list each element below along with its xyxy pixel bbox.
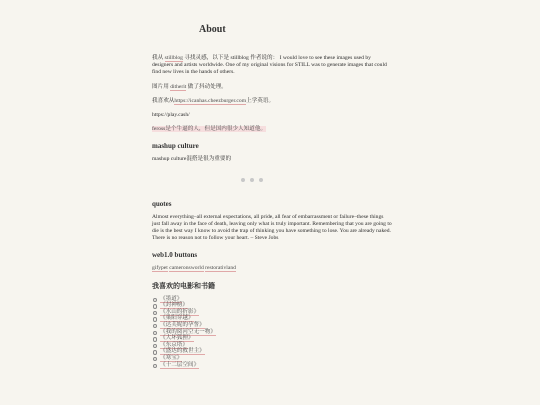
quotes-heading: quotes — [152, 199, 172, 208]
dither-paragraph: 图片用 ditherit 做了抖动处理。 — [152, 83, 227, 90]
list-item — [160, 302, 392, 309]
favorites-heading: 我喜欢的电影和书籍 — [152, 281, 215, 290]
favorite-link[interactable]: 《达芙妮的孕誓》 — [160, 322, 205, 329]
list-item — [160, 329, 392, 336]
divider-dot — [259, 178, 263, 182]
favorite-link[interactable]: 《我的阅河空无一物》 — [160, 328, 216, 335]
list-item — [160, 322, 392, 329]
favorite-link[interactable]: 《大坏狐狸》 — [160, 335, 194, 342]
favorite-link[interactable]: 《寒宝》 — [160, 354, 183, 361]
favorite-link[interactable]: 《十二层空间》 — [160, 361, 200, 368]
stillblog-link[interactable]: stillblog — [164, 55, 183, 61]
feross-paragraph — [152, 126, 392, 133]
section-divider — [152, 178, 352, 182]
favorite-link[interactable]: 《盛达的救世主》 — [160, 348, 205, 355]
intro-paragraph: 我从 stillblog 寻找灵感，以下是 stillblog 作者说的： I would love to see these images used by designers and artists worldwide. One of my original visions for STILL was to generate images that could find new lives in the hands of others. — [152, 55, 387, 76]
playcash-paragraph — [152, 112, 392, 119]
divider-dot — [250, 178, 254, 182]
list-item — [160, 296, 392, 303]
quote-text: Almost everything–all external expectations, all pride, all fear of embarrassment or failure–these things just fall away in the face of death, leaving only what is truly important. Remembering that you are going to die is the best way I know to avoid the trap of thinking you have something to lose. You are already naked. There is no reason not to follow your heart. – Steve Jobs — [152, 213, 392, 242]
mashup-text: mashup culture混搭是很为重要的 — [152, 156, 232, 163]
cameronsworld-link[interactable]: cameronsworld — [169, 265, 204, 272]
favorites-list — [152, 296, 392, 369]
favorite-link[interactable]: 《水山的折影》 — [160, 308, 200, 315]
favorite-link[interactable]: 《墨道》 — [160, 295, 183, 302]
list-item — [160, 362, 392, 369]
gifypet-link[interactable]: gifypet — [152, 265, 168, 272]
web10-links — [152, 265, 392, 272]
favorite-link[interactable]: 《封神榜》 — [160, 302, 188, 309]
list-item — [160, 335, 392, 342]
about-content — [152, 55, 392, 368]
list-item — [160, 309, 392, 316]
favorite-link[interactable]: 《东京塔》 — [160, 341, 188, 348]
favorite-link[interactable]: 《巢阳穿越》 — [160, 315, 194, 322]
list-item — [160, 355, 392, 362]
cheezburger-paragraph: 我喜欢从https://icanhas.cheezburger.com上学英语。 — [152, 97, 275, 104]
restorativland-link[interactable]: restorativland — [205, 265, 236, 272]
playcash-link[interactable]: https://play.cash/ — [152, 112, 190, 119]
feross-link[interactable]: feross是个牛逼的人，但是国内很少人知道他。 — [152, 126, 267, 133]
page-title: About — [199, 24, 226, 35]
list-item — [160, 348, 392, 355]
web10-heading: web1.0 buttons — [152, 251, 198, 260]
ditherit-link[interactable]: ditherit — [170, 83, 187, 90]
divider-dot — [241, 178, 245, 182]
cheezburger-link[interactable]: https://icanhas.cheezburger.com — [174, 97, 247, 104]
mashup-heading: mashup culture — [152, 142, 199, 151]
